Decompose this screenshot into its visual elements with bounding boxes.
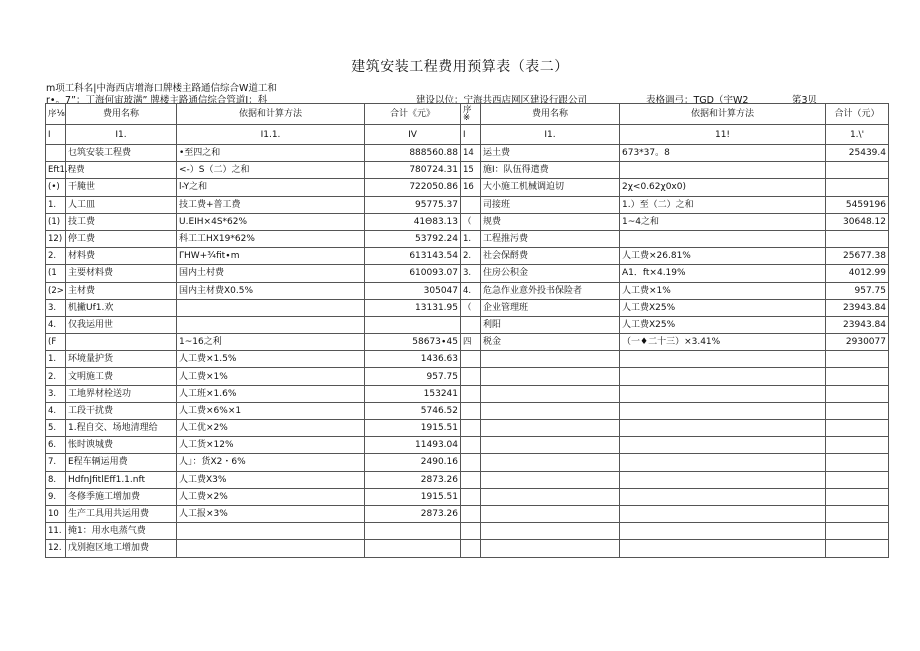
- table-row: [46, 351, 889, 368]
- amount-cell: 613143.54: [365, 248, 461, 265]
- method-cell: [620, 368, 826, 385]
- method-cell: 人工费×2%: [177, 488, 365, 505]
- project-name-line-2: r•。7”：丁海何宙玻满” 牌楼主路通信综合管道I：科: [46, 95, 268, 106]
- table-row: [46, 162, 889, 179]
- amount-cell: 153241: [365, 385, 461, 402]
- amount-cell: 957.75: [826, 282, 889, 299]
- name-cell: 1.程自交、场地清理给: [66, 420, 177, 437]
- seq-cell: 6.: [46, 437, 66, 454]
- method-cell: U.EIH×4S*62%: [177, 213, 365, 230]
- method-cell: [177, 299, 365, 316]
- method-cell: [177, 316, 365, 333]
- method-cell: [620, 351, 826, 368]
- amount-cell: 58673∙45: [365, 334, 461, 351]
- method-cell: 人工班×1.6%: [177, 385, 365, 402]
- method-cell: 人工费×1%: [177, 368, 365, 385]
- header-cell: 序⅛: [46, 104, 66, 125]
- amount-cell: [826, 437, 889, 454]
- page-number: 笫3贝: [792, 95, 818, 106]
- table-row: [46, 334, 889, 351]
- amount-cell: 2930077: [826, 334, 889, 351]
- name-cell: 生产工具用共运用费: [66, 505, 177, 522]
- seq-cell: [461, 471, 481, 488]
- name-cell: [66, 334, 177, 351]
- name-cell: [481, 488, 620, 505]
- name-cell: 工程推污费: [481, 230, 620, 247]
- method-cell: 1~4之和: [620, 213, 826, 230]
- seq-cell: 8.: [46, 471, 66, 488]
- name-cell: HdfnJfitlEff1.1.nft: [66, 471, 177, 488]
- seq-cell: [461, 540, 481, 557]
- seq-cell: (1: [46, 265, 66, 282]
- name-cell: 主要材料费: [66, 265, 177, 282]
- index-cell: I: [46, 125, 66, 145]
- seq-cell: (1): [46, 213, 66, 230]
- amount-cell: 1915.51: [365, 488, 461, 505]
- method-cell: 1.）至（二）之和: [620, 196, 826, 213]
- name-cell: 施I：队伍得遣费: [481, 162, 620, 179]
- table-row: [46, 523, 889, 540]
- method-cell: [620, 523, 826, 540]
- seq-cell: 1.: [46, 351, 66, 368]
- table-row: [46, 230, 889, 247]
- method-cell: 1~16之利: [177, 334, 365, 351]
- amount-cell: [826, 540, 889, 557]
- name-cell: [481, 540, 620, 557]
- name-cell: 环境量护货: [66, 351, 177, 368]
- table-row: [46, 471, 889, 488]
- name-cell: 乜筑安装工程费: [66, 145, 177, 162]
- header-cell: 费用名称: [66, 104, 177, 125]
- name-cell: 冬修季施工增加费: [66, 488, 177, 505]
- name-cell: 司接班: [481, 196, 620, 213]
- seq-cell: 2.: [46, 368, 66, 385]
- method-cell: [620, 540, 826, 557]
- table-row: [46, 282, 889, 299]
- table-row: [46, 454, 889, 471]
- seq-cell: 1.: [46, 196, 66, 213]
- method-cell: [620, 385, 826, 402]
- name-cell: 戊别抱区地工增加费: [66, 540, 177, 557]
- method-cell: [620, 420, 826, 437]
- name-cell: 税金: [481, 334, 620, 351]
- amount-cell: 780724.31: [365, 162, 461, 179]
- table-row: [46, 540, 889, 557]
- name-cell: [481, 420, 620, 437]
- seq-cell: 4.: [46, 402, 66, 419]
- amount-cell: 53792.24: [365, 230, 461, 247]
- name-cell: 危急作业意外投书保险者: [481, 282, 620, 299]
- seq-cell: 3.: [46, 385, 66, 402]
- amount-cell: 610093.07: [365, 265, 461, 282]
- amount-cell: [365, 540, 461, 557]
- seq-cell: 9.: [46, 488, 66, 505]
- construction-unit: 建设以位：宁海共西店网区建设行跟公司: [416, 95, 588, 106]
- method-cell: 国内主材费X0.5%: [177, 282, 365, 299]
- column-index-row: [46, 125, 889, 145]
- name-cell: 大小施工机械调迫切: [481, 179, 620, 196]
- name-cell: 规费: [481, 213, 620, 230]
- name-cell: [481, 505, 620, 522]
- amount-cell: 1436.63: [365, 351, 461, 368]
- amount-cell: [826, 523, 889, 540]
- seq-cell: [461, 454, 481, 471]
- method-cell: （一♦二十三）×3.41%: [620, 334, 826, 351]
- amount-cell: [826, 454, 889, 471]
- method-cell: [177, 523, 365, 540]
- seq-cell: [461, 437, 481, 454]
- form-number: 表格调弓：TGD（宇W2: [646, 95, 749, 106]
- seq-cell: 12): [46, 230, 66, 247]
- index-cell: IV: [365, 125, 461, 145]
- seq-cell: 16: [461, 179, 481, 196]
- amount-cell: [826, 385, 889, 402]
- name-cell: E程车辆运用费: [66, 454, 177, 471]
- amount-cell: [826, 505, 889, 522]
- method-cell: 人工费×1.5%: [177, 351, 365, 368]
- amount-cell: [826, 230, 889, 247]
- seq-cell: Eft1.程费: [46, 162, 66, 179]
- name-cell: 仅我运用世: [66, 316, 177, 333]
- name-cell: 机撇Uf1.欢: [66, 299, 177, 316]
- amount-cell: 25439.4: [826, 145, 889, 162]
- name-cell: [481, 368, 620, 385]
- table-row: [46, 437, 889, 454]
- table-row: [46, 265, 889, 282]
- name-cell: [481, 523, 620, 540]
- method-cell: [620, 437, 826, 454]
- amount-cell: 5459196: [826, 196, 889, 213]
- name-cell: [481, 471, 620, 488]
- seq-cell: 四: [461, 334, 481, 351]
- name-cell: 利阳: [481, 316, 620, 333]
- method-cell: 人工费X25%: [620, 316, 826, 333]
- seq-cell: 4.: [46, 316, 66, 333]
- seq-cell: 12.: [46, 540, 66, 557]
- method-cell: [620, 402, 826, 419]
- seq-cell: [461, 523, 481, 540]
- table-row: [46, 402, 889, 419]
- amount-cell: 25677.38: [826, 248, 889, 265]
- seq-cell: 11.: [46, 523, 66, 540]
- name-cell: 掩1：用水电蒸气费: [66, 523, 177, 540]
- amount-cell: 11493.04: [365, 437, 461, 454]
- method-cell: ΓHW+¾fit∙m: [177, 248, 365, 265]
- method-cell: 人工优×2%: [177, 420, 365, 437]
- table-row: [46, 179, 889, 196]
- table-row: [46, 196, 889, 213]
- seq-cell: [461, 196, 481, 213]
- amount-cell: 30648.12: [826, 213, 889, 230]
- method-cell: 人工货×12%: [177, 437, 365, 454]
- amount-cell: 1915.51: [365, 420, 461, 437]
- amount-cell: 13131.95: [365, 299, 461, 316]
- method-cell: [620, 230, 826, 247]
- amount-cell: [365, 523, 461, 540]
- method-cell: •至四之和: [177, 145, 365, 162]
- amount-cell: [826, 488, 889, 505]
- method-cell: 国内土村费: [177, 265, 365, 282]
- name-cell: 住房公积金: [481, 265, 620, 282]
- method-cell: [620, 488, 826, 505]
- seq-cell: 14: [461, 145, 481, 162]
- method-cell: 人工费X25%: [620, 299, 826, 316]
- seq-cell: [461, 316, 481, 333]
- name-cell: 运土费: [481, 145, 620, 162]
- seq-cell: [461, 420, 481, 437]
- method-cell: 人工费X3%: [177, 471, 365, 488]
- method-cell: 人工费×6%×1: [177, 402, 365, 419]
- seq-cell: 2.: [461, 248, 481, 265]
- amount-cell: 722050.86: [365, 179, 461, 196]
- method-cell: <-）S（二）之和: [177, 162, 365, 179]
- table-row: [46, 505, 889, 522]
- table-row: [46, 316, 889, 333]
- method-cell: [620, 162, 826, 179]
- amount-cell: 23943.84: [826, 299, 889, 316]
- amount-cell: [826, 368, 889, 385]
- amount-cell: [826, 179, 889, 196]
- name-cell: 工段干扰费: [66, 402, 177, 419]
- budget-table: [45, 103, 889, 558]
- seq-cell: 4.: [461, 282, 481, 299]
- name-cell: [481, 437, 620, 454]
- seq-cell: [461, 505, 481, 522]
- seq-cell: 15: [461, 162, 481, 179]
- seq-cell: [461, 368, 481, 385]
- method-cell: 人工报×3%: [177, 505, 365, 522]
- name-cell: [481, 402, 620, 419]
- method-cell: [620, 454, 826, 471]
- name-cell: 材料费: [66, 248, 177, 265]
- seq-cell: 2.: [46, 248, 66, 265]
- table-row: [46, 368, 889, 385]
- seq-cell: [461, 351, 481, 368]
- seq-cell: 5.: [46, 420, 66, 437]
- amount-cell: 23943.84: [826, 316, 889, 333]
- method-cell: [620, 505, 826, 522]
- seq-cell: [461, 402, 481, 419]
- method-cell: 技工费+普工费: [177, 196, 365, 213]
- amount-cell: [826, 351, 889, 368]
- name-cell: 人工皿: [66, 196, 177, 213]
- seq-cell: (2>: [46, 282, 66, 299]
- name-cell: 干腌世: [66, 179, 177, 196]
- seq-cell: (•): [46, 179, 66, 196]
- table-row: [46, 248, 889, 265]
- seq-cell: [461, 385, 481, 402]
- name-cell: 技工费: [66, 213, 177, 230]
- table-row: [46, 385, 889, 402]
- index-cell: 1.\': [826, 125, 889, 145]
- amount-cell: 888560.88: [365, 145, 461, 162]
- amount-cell: 957.75: [365, 368, 461, 385]
- amount-cell: [826, 420, 889, 437]
- amount-cell: 305047: [365, 282, 461, 299]
- method-cell: 人工费×26.81%: [620, 248, 826, 265]
- index-cell: I1.: [66, 125, 177, 145]
- header-cell: 合计《元》: [365, 104, 461, 125]
- name-cell: 主材费: [66, 282, 177, 299]
- amount-cell: 5746.52: [365, 402, 461, 419]
- seq-cell: [461, 488, 481, 505]
- amount-cell: [826, 471, 889, 488]
- project-name-line: m项工科名|中海西店增海口牌楼主路通信综合W道工和: [46, 83, 277, 94]
- header-cell: 依据和计算方法: [177, 104, 365, 125]
- method-cell: l-Y之和: [177, 179, 365, 196]
- seq-cell: （: [461, 299, 481, 316]
- name-cell: 企业管理班: [481, 299, 620, 316]
- header-cell: 费用名称: [481, 104, 620, 125]
- amount-cell: 41Θ83.13: [365, 213, 461, 230]
- seq-cell: (F: [46, 334, 66, 351]
- table-row: [46, 213, 889, 230]
- amount-cell: 4012.99: [826, 265, 889, 282]
- name-cell: 怅时谀城费: [66, 437, 177, 454]
- method-cell: 673*37。8: [620, 145, 826, 162]
- name-cell: 文明施工费: [66, 368, 177, 385]
- seq-cell: 3.: [461, 265, 481, 282]
- name-cell: 社会保酹费: [481, 248, 620, 265]
- page-title: 建筑安装工程费用预算表（表二）: [351, 59, 569, 75]
- index-cell: 11!: [620, 125, 826, 145]
- name-cell: [481, 351, 620, 368]
- header-cell: 依据和计算方法: [620, 104, 826, 125]
- method-cell: A1．ft×4.19%: [620, 265, 826, 282]
- header-cell: 序 ※: [461, 104, 481, 125]
- header-cell: 合计（元）: [826, 104, 889, 125]
- amount-cell: 2873.26: [365, 505, 461, 522]
- index-cell: I1.: [481, 125, 620, 145]
- table-row: [46, 299, 889, 316]
- method-cell: 人」：货X2・6%: [177, 454, 365, 471]
- method-cell: [620, 471, 826, 488]
- amount-cell: 2873.26: [365, 471, 461, 488]
- method-cell: [177, 540, 365, 557]
- seq-cell: （: [461, 213, 481, 230]
- amount-cell: [826, 162, 889, 179]
- table-row: [46, 145, 889, 162]
- method-cell: 科工工HX19*62%: [177, 230, 365, 247]
- table-header-row: [46, 104, 889, 125]
- method-cell: 2χ<0.62χ0x0): [620, 179, 826, 196]
- seq-cell: 10: [46, 505, 66, 522]
- name-cell: [481, 385, 620, 402]
- amount-cell: [826, 402, 889, 419]
- name-cell: [481, 454, 620, 471]
- index-cell: I: [461, 125, 481, 145]
- method-cell: 人工费×1%: [620, 282, 826, 299]
- index-cell: I1.1.: [177, 125, 365, 145]
- seq-cell: 3.: [46, 299, 66, 316]
- seq-cell: 7.: [46, 454, 66, 471]
- seq-cell: [46, 145, 66, 162]
- table-row: [46, 488, 889, 505]
- name-cell: 工地界材栓送功: [66, 385, 177, 402]
- amount-cell: 95775.37: [365, 196, 461, 213]
- seq-cell: 1.: [461, 230, 481, 247]
- amount-cell: [365, 316, 461, 333]
- table-row: [46, 420, 889, 437]
- amount-cell: 2490.16: [365, 454, 461, 471]
- name-cell: 停工费: [66, 230, 177, 247]
